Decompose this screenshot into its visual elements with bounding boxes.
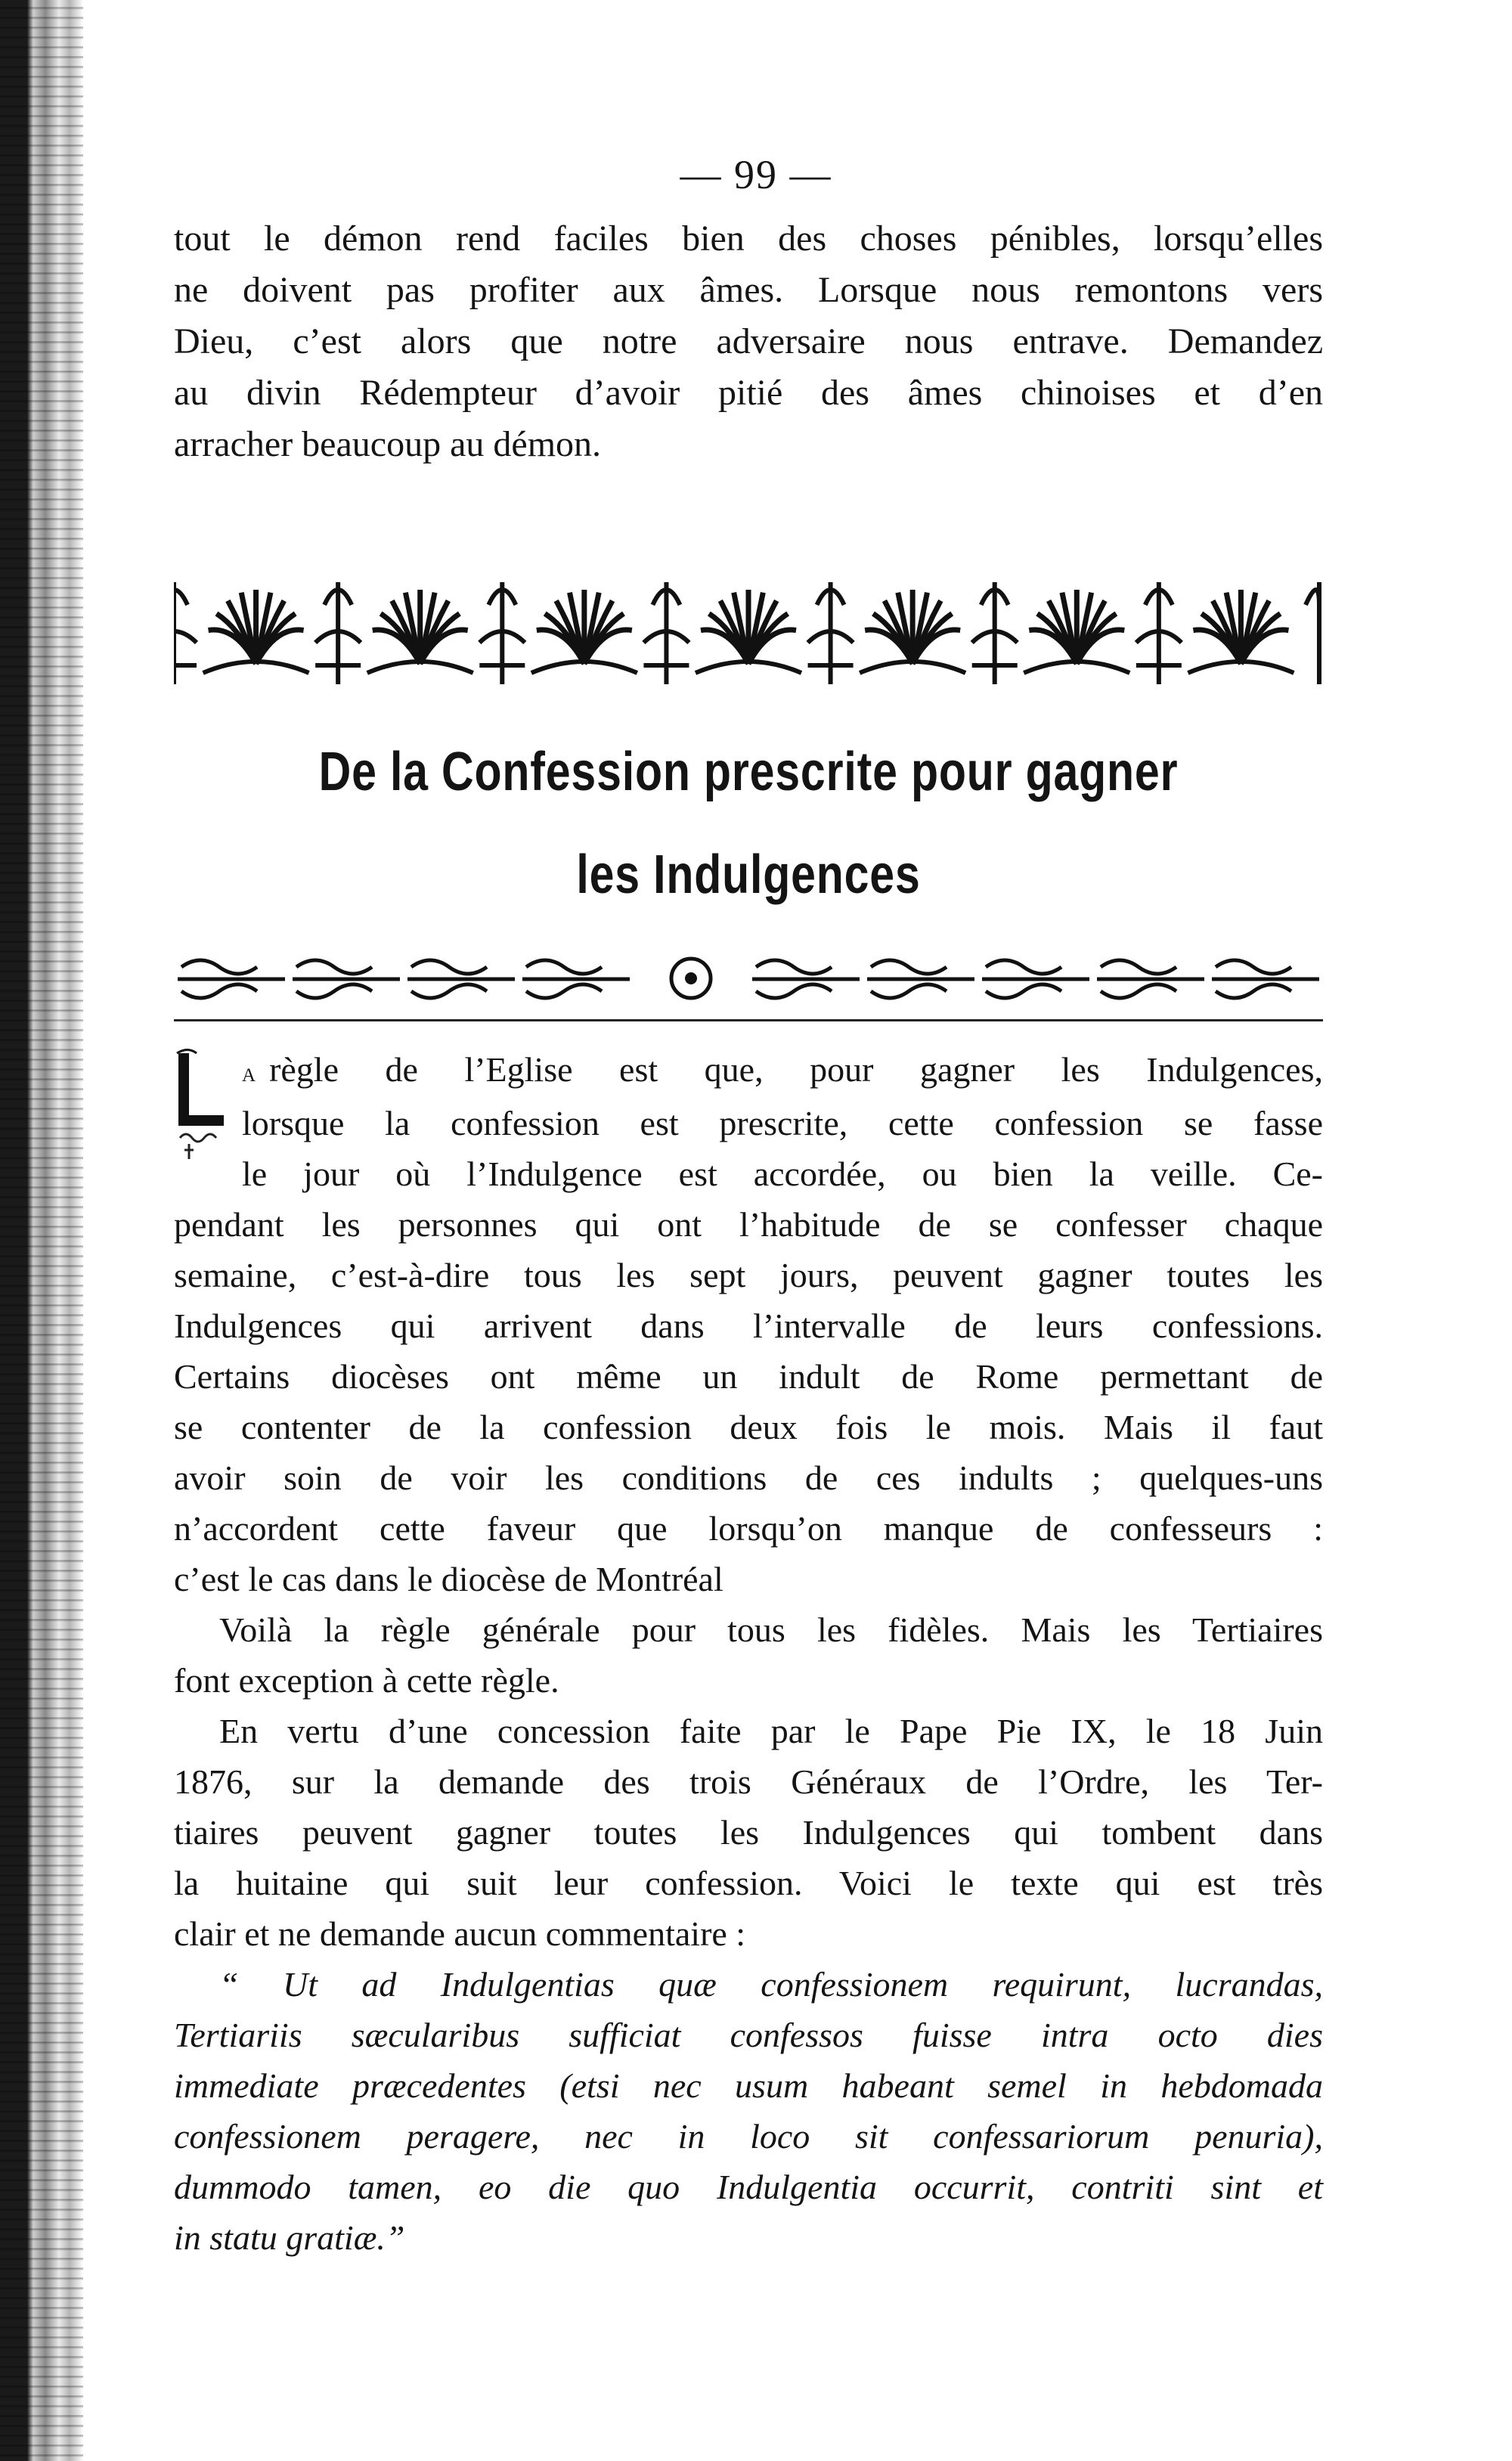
- scroll-motif: [1212, 960, 1319, 998]
- body-line-text: règle de l’Eglise est que, pour gagner les Indulgences,: [269, 1050, 1323, 1089]
- intro-paragraph: [174, 213, 1323, 470]
- quote-line: immediate præcedentes (etsi nec usum habeant semel in hebdomada: [174, 2066, 1323, 2105]
- body-line: Voilà la règle générale pour tous les fidèles. Mais les Tertiaires: [219, 1610, 1323, 1649]
- scroll-motif: [752, 960, 860, 998]
- page-binding-edge: [0, 0, 83, 2461]
- second-paragraph: [174, 1604, 1323, 1706]
- body-line: semaine, c’est-à-dire tous les sept jours, peuvent gagner toutes les: [174, 1256, 1323, 1294]
- scroll-motif: [178, 960, 285, 998]
- body-line: n’accordent cette faveur que lorsqu’on manque de confesseurs :: [174, 1509, 1323, 1548]
- body-line: clair et ne demande aucun commentaire :: [174, 1914, 746, 1953]
- first-paragraph: [174, 1044, 1323, 1604]
- quote-line: in statu gratiæ.”: [174, 2218, 405, 2257]
- body-line: En vertu d’une concession faite par le Pape Pie IX, le 18 Juin: [219, 1712, 1323, 1750]
- body-line: se contenter de la confession deux fois le mois. Mais il faut: [174, 1408, 1323, 1446]
- body-line: 1876, sur la demande des trois Généraux de l’Ordre, les Ter-: [174, 1762, 1323, 1801]
- chapter-title: [277, 736, 1219, 911]
- palmette-ornament-band: [174, 559, 1323, 688]
- scroll-motif: [1097, 960, 1204, 998]
- palmette-motif: [808, 582, 966, 684]
- body-line: c’est le cas dans le diocèse de Montréal: [174, 1560, 723, 1598]
- body-line: font exception à cette règle.: [174, 1661, 559, 1700]
- body-line: le jour où l’Indulgence est accordée, ou bien la veille. Ce-: [242, 1155, 1323, 1193]
- palmette-motif: [315, 582, 473, 684]
- body-line: avoir soin de voir les conditions de ces indults ; quelques-uns: [174, 1458, 1323, 1497]
- title-rule: [174, 1019, 1323, 1021]
- palmette-motif: [479, 582, 637, 684]
- chapter-title-line-2: les Indulgences: [576, 845, 921, 905]
- intro-line: tout le démon rend faciles bien des choses pénibles, lorsqu’elles: [174, 219, 1323, 259]
- quote-line: “ Ut ad Indulgentias quæ confessionem requirunt, lucrandas,: [219, 1965, 1323, 2004]
- scroll-motif: [982, 960, 1089, 998]
- scroll-ornament-band: [174, 944, 1323, 1012]
- quote-line: dummodo tamen, eo die quo Indulgentia occurrit, contriti sint et: [174, 2168, 1323, 2206]
- palmette-motif: [643, 582, 801, 684]
- latin-quotation: [174, 1959, 1323, 2263]
- body-line: la huitaine qui suit leur confession. Voici le texte qui est très: [174, 1864, 1323, 1902]
- intro-line: Dieu, c’est alors que notre adversaire nous entrave. Demandez: [174, 321, 1323, 361]
- body-line: tiaires peuvent gagner toutes les Indulgences qui tombent dans: [174, 1813, 1323, 1852]
- body-line: Certains diocèses ont même un indult de Rome permettant de: [174, 1357, 1323, 1396]
- page-number: — 99 —: [680, 152, 832, 197]
- palmette-motif: [1136, 582, 1294, 684]
- body-line: pendant les personnes qui ont l’habitude de se confesser chaque: [174, 1205, 1323, 1244]
- intro-line: ne doivent pas profiter aux âmes. Lorsque nous remontons vers: [174, 270, 1323, 310]
- quote-line: Tertiariis sæcularibus sufficiat confessos fuisse intra octo dies: [174, 2016, 1323, 2054]
- scroll-motif: [522, 960, 630, 998]
- palmette-motif: [972, 582, 1130, 684]
- intro-line: au divin Rédempteur d’avoir pitié des âmes chinoises et d’en: [174, 373, 1323, 413]
- quote-line: confessionem peragere, nec in loco sit confessariorum penuria),: [174, 2117, 1323, 2156]
- scroll-motif: [407, 960, 515, 998]
- third-paragraph: [174, 1706, 1323, 1959]
- palmette-motif: [174, 582, 309, 684]
- chapter-title-line-1: De la Confession prescrite pour gagner: [318, 742, 1179, 802]
- dropcap-continuation: a: [242, 1057, 256, 1087]
- intro-line: arracher beaucoup au démon.: [174, 424, 602, 464]
- body-line: lorsque la confession est prescrite, cette confession se fasse: [242, 1104, 1323, 1142]
- scroll-motif: [671, 959, 711, 998]
- scroll-motif: [867, 960, 974, 998]
- scroll-motif: [293, 960, 400, 998]
- main-text: [174, 1044, 1323, 2263]
- body-line: [242, 1044, 1323, 1098]
- body-line: Indulgences qui arrivent dans l’intervalle de leurs confessions.: [174, 1306, 1323, 1345]
- dropcap-letter-l: [174, 1049, 228, 1162]
- first-paragraph-lines: [174, 1044, 1323, 1604]
- book-page: [174, 151, 1323, 2263]
